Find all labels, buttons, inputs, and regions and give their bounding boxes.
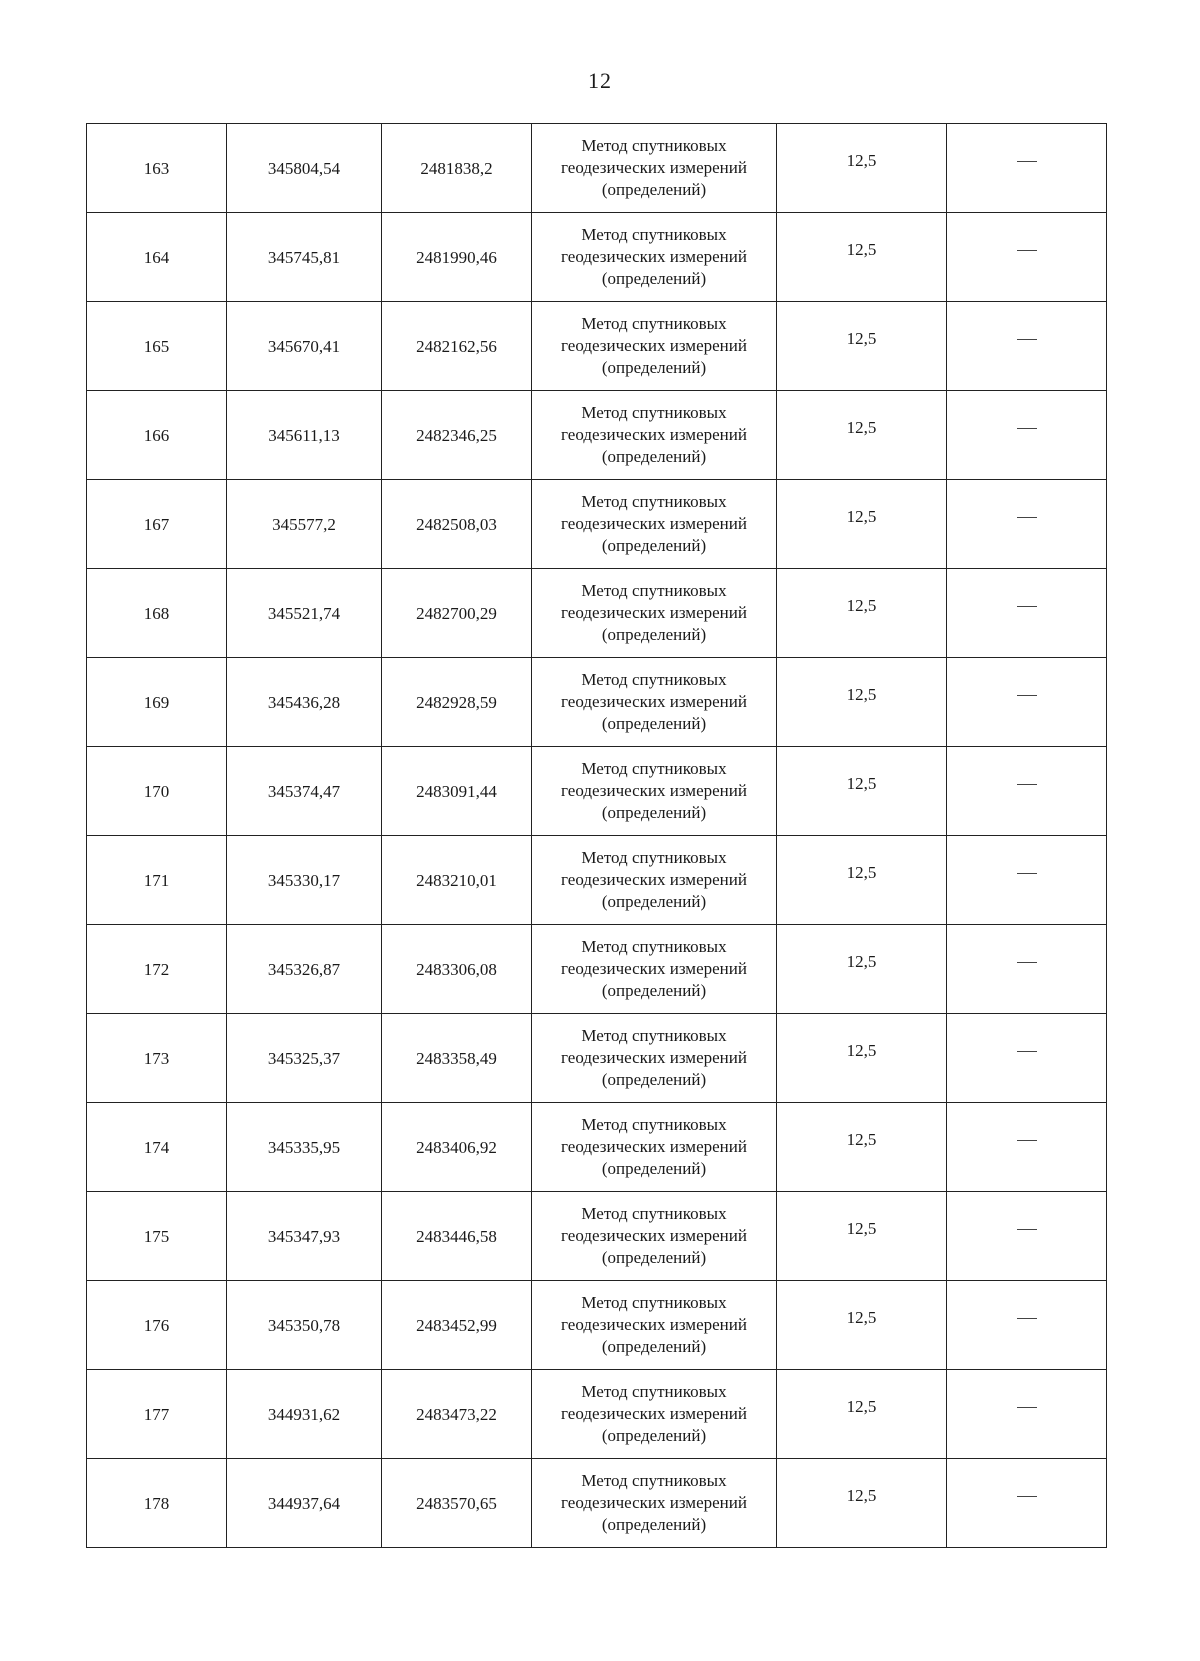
method-line: Метод спутниковых [581,1471,727,1490]
method-cell [532,302,777,391]
method-line: (определений) [601,803,707,822]
method-line: Метод спутниковых [581,225,727,244]
accuracy-value: 12,5 [846,1129,877,1149]
table-row [87,480,1107,569]
method-line: геодезических измерений [561,870,747,889]
method-cell [532,747,777,836]
accuracy-value: 12,5 [846,684,877,704]
method-line: геодезических измерений [561,603,747,622]
accuracy-cell [777,1192,947,1281]
method-line: геодезических измерений [561,692,747,711]
page-number: 12 [588,68,612,93]
point-number-cell: 166 [87,391,227,480]
accuracy-value: 12,5 [846,150,877,170]
method-line: Метод спутниковых [581,1026,727,1045]
accuracy-value: 12,5 [846,773,877,793]
method-line: (определений) [601,1426,707,1445]
method-line: Метод спутниковых [581,759,727,778]
x-coordinate-cell: 345350,78 [227,1281,382,1370]
method-cell [532,124,777,213]
method-line: геодезических измерений [561,1137,747,1156]
method-cell [532,658,777,747]
dash-mark [1017,873,1037,874]
method-cell [532,1192,777,1281]
table-row [87,1103,1107,1192]
dash-mark [1017,1229,1037,1230]
y-coordinate-cell: 2483306,08 [382,925,532,1014]
method-cell [532,480,777,569]
method-line: геодезических измерений [561,781,747,800]
y-coordinate-cell: 2483452,99 [382,1281,532,1370]
y-coordinate-cell: 2483210,01 [382,836,532,925]
method-line: (определений) [601,536,707,555]
accuracy-cell [777,1281,947,1370]
extra-cell [947,836,1107,925]
method-line: геодезических измерений [561,425,747,444]
dash-mark [1017,339,1037,340]
dash-mark [1017,606,1037,607]
y-coordinate-cell: 2483473,22 [382,1370,532,1459]
x-coordinate-cell: 345521,74 [227,569,382,658]
method-line: геодезических измерений [561,1315,747,1334]
point-number-cell: 178 [87,1459,227,1548]
y-coordinate-cell: 2482346,25 [382,391,532,480]
table-row [87,124,1107,213]
method-line: (определений) [601,1248,707,1267]
y-coordinate-cell: 2483570,65 [382,1459,532,1548]
point-number-cell: 177 [87,1370,227,1459]
dash-mark [1017,695,1037,696]
method-cell [532,569,777,658]
accuracy-cell [777,836,947,925]
method-line: Метод спутниковых [581,314,727,333]
method-cell [532,1370,777,1459]
point-number-cell: 168 [87,569,227,658]
x-coordinate-cell: 344937,64 [227,1459,382,1548]
extra-cell [947,124,1107,213]
dash-mark [1017,517,1037,518]
accuracy-cell [777,747,947,836]
method-line: Метод спутниковых [581,848,727,867]
table-row [87,1014,1107,1103]
method-line: геодезических измерений [561,247,747,266]
method-line: (определений) [601,625,707,644]
extra-cell [947,1192,1107,1281]
method-line: (определений) [601,1070,707,1089]
method-line: геодезических измерений [561,1404,747,1423]
method-line: геодезических измерений [561,1493,747,1512]
method-line: (определений) [601,447,707,466]
extra-cell [947,1459,1107,1548]
y-coordinate-cell: 2482700,29 [382,569,532,658]
accuracy-cell [777,1103,947,1192]
method-line: Метод спутниковых [581,136,727,155]
table-row [87,569,1107,658]
point-number-cell: 174 [87,1103,227,1192]
table-row [87,925,1107,1014]
accuracy-value: 12,5 [846,328,877,348]
table-row [87,747,1107,836]
method-line: Метод спутниковых [581,581,727,600]
point-number-cell: 171 [87,836,227,925]
y-coordinate-cell: 2483358,49 [382,1014,532,1103]
method-line: (определений) [601,714,707,733]
extra-cell [947,1281,1107,1370]
dash-mark [1017,1140,1037,1141]
y-coordinate-cell: 2481990,46 [382,213,532,302]
extra-cell [947,658,1107,747]
method-line: Метод спутниковых [581,1204,727,1223]
method-line: Метод спутниковых [581,937,727,956]
accuracy-value: 12,5 [846,951,877,971]
accuracy-cell [777,658,947,747]
table-row [87,1459,1107,1548]
method-line: Метод спутниковых [581,1293,727,1312]
table-row [87,836,1107,925]
method-line: (определений) [601,981,707,1000]
dash-mark [1017,1496,1037,1497]
extra-cell [947,213,1107,302]
accuracy-cell [777,213,947,302]
method-line: (определений) [601,892,707,911]
extra-cell [947,569,1107,658]
extra-cell [947,391,1107,480]
point-number-cell: 176 [87,1281,227,1370]
table-row [87,391,1107,480]
accuracy-value: 12,5 [846,862,877,882]
x-coordinate-cell: 345436,28 [227,658,382,747]
method-cell [532,213,777,302]
accuracy-cell [777,569,947,658]
extra-cell [947,1370,1107,1459]
method-cell [532,836,777,925]
accuracy-value: 12,5 [846,506,877,526]
accuracy-value: 12,5 [846,1218,877,1238]
accuracy-cell [777,391,947,480]
accuracy-value: 12,5 [846,1307,877,1327]
table-row [87,1192,1107,1281]
extra-cell [947,747,1107,836]
method-line: (определений) [601,1159,707,1178]
x-coordinate-cell: 345670,41 [227,302,382,391]
method-line: (определений) [601,1337,707,1356]
accuracy-cell [777,124,947,213]
y-coordinate-cell: 2483091,44 [382,747,532,836]
y-coordinate-cell: 2483446,58 [382,1192,532,1281]
accuracy-value: 12,5 [846,239,877,259]
table-row [87,658,1107,747]
method-cell [532,1459,777,1548]
method-line: геодезических измерений [561,514,747,533]
coordinates-table [86,123,1107,1548]
accuracy-cell [777,1459,947,1548]
table-row [87,1281,1107,1370]
method-line: геодезических измерений [561,959,747,978]
dash-mark [1017,962,1037,963]
method-line: Метод спутниковых [581,492,727,511]
extra-cell [947,302,1107,391]
x-coordinate-cell: 345330,17 [227,836,382,925]
x-coordinate-cell: 345326,87 [227,925,382,1014]
dash-mark [1017,1318,1037,1319]
x-coordinate-cell: 345804,54 [227,124,382,213]
accuracy-cell [777,1014,947,1103]
point-number-cell: 163 [87,124,227,213]
x-coordinate-cell: 345325,37 [227,1014,382,1103]
dash-mark [1017,1051,1037,1052]
method-cell [532,1281,777,1370]
dash-mark [1017,784,1037,785]
table-row [87,302,1107,391]
point-number-cell: 172 [87,925,227,1014]
point-number-cell: 170 [87,747,227,836]
y-coordinate-cell: 2482162,56 [382,302,532,391]
method-cell [532,1103,777,1192]
dash-mark [1017,161,1037,162]
coordinates-table-body [87,124,1107,1548]
point-number-cell: 169 [87,658,227,747]
accuracy-value: 12,5 [846,417,877,437]
method-line: (определений) [601,1515,707,1534]
method-cell [532,391,777,480]
table-row [87,1370,1107,1459]
table-row [87,213,1107,302]
extra-cell [947,1014,1107,1103]
method-line: Метод спутниковых [581,670,727,689]
method-cell [532,925,777,1014]
point-number-cell: 175 [87,1192,227,1281]
accuracy-cell [777,1370,947,1459]
method-line: геодезических измерений [561,336,747,355]
method-line: Метод спутниковых [581,1382,727,1401]
dash-mark [1017,428,1037,429]
x-coordinate-cell: 345347,93 [227,1192,382,1281]
point-number-cell: 167 [87,480,227,569]
method-line: (определений) [601,180,707,199]
y-coordinate-cell: 2481838,2 [382,124,532,213]
method-line: Метод спутниковых [581,403,727,422]
x-coordinate-cell: 344931,62 [227,1370,382,1459]
dash-mark [1017,1407,1037,1408]
y-coordinate-cell: 2483406,92 [382,1103,532,1192]
dash-mark [1017,250,1037,251]
accuracy-value: 12,5 [846,595,877,615]
extra-cell [947,925,1107,1014]
x-coordinate-cell: 345745,81 [227,213,382,302]
accuracy-value: 12,5 [846,1040,877,1060]
y-coordinate-cell: 2482508,03 [382,480,532,569]
extra-cell [947,480,1107,569]
y-coordinate-cell: 2482928,59 [382,658,532,747]
accuracy-value: 12,5 [846,1485,877,1505]
method-line: геодезических измерений [561,1226,747,1245]
coordinates-table-wrapper [86,123,1106,1548]
accuracy-cell [777,925,947,1014]
extra-cell [947,1103,1107,1192]
accuracy-value: 12,5 [846,1396,877,1416]
point-number-cell: 173 [87,1014,227,1103]
x-coordinate-cell: 345577,2 [227,480,382,569]
x-coordinate-cell: 345335,95 [227,1103,382,1192]
method-line: геодезических измерений [561,1048,747,1067]
method-line: Метод спутниковых [581,1115,727,1134]
accuracy-cell [777,480,947,569]
point-number-cell: 165 [87,302,227,391]
x-coordinate-cell: 345374,47 [227,747,382,836]
method-line: (определений) [601,269,707,288]
point-number-cell: 164 [87,213,227,302]
method-line: геодезических измерений [561,158,747,177]
method-line: (определений) [601,358,707,377]
method-cell [532,1014,777,1103]
x-coordinate-cell: 345611,13 [227,391,382,480]
accuracy-cell [777,302,947,391]
